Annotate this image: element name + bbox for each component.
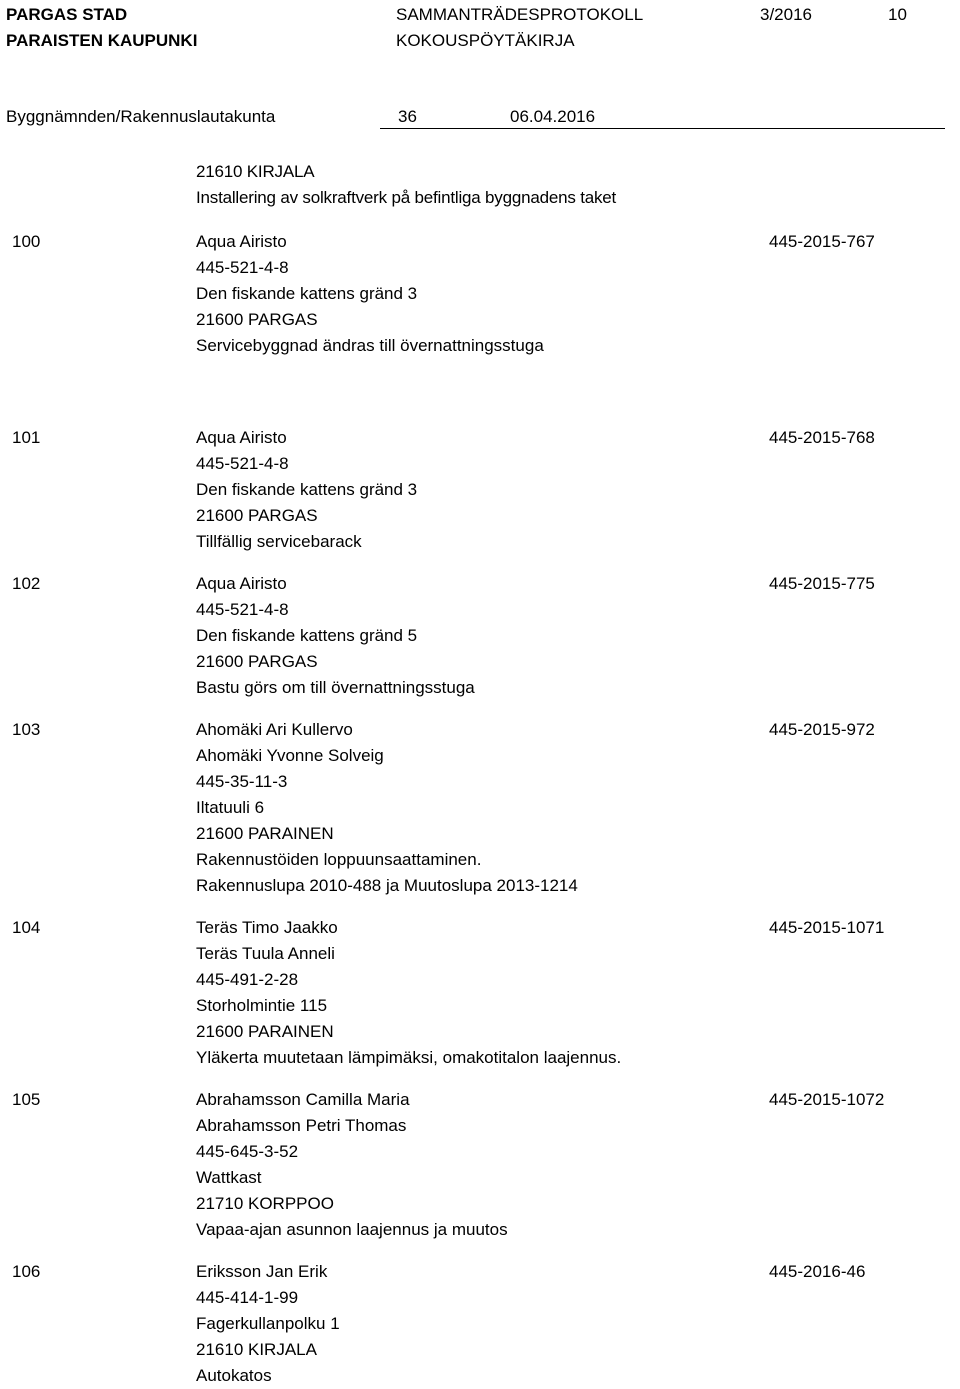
entry-line: Wattkast [196, 1168, 262, 1187]
doc-type-swedish: SAMMANTRÄDESPROTOKOLL [396, 5, 644, 24]
entry-line: Ahomäki Ari Kullervo [196, 720, 353, 739]
section-number: 36 [398, 107, 417, 126]
permit-reference: 445-2015-972 [769, 720, 875, 739]
entry-line: 445-35-11-3 [196, 772, 288, 791]
header-divider [380, 128, 945, 129]
entry-line: Vapaa-ajan asunnon laajennus ja muutos [196, 1220, 508, 1239]
entry-details [196, 717, 578, 899]
entry-line: 445-414-1-99 [196, 1288, 299, 1307]
meeting-number: 3/2016 [760, 5, 812, 24]
entry-details [196, 1259, 340, 1389]
org-name-finnish: PARAISTEN KAUPUNKI [6, 31, 198, 50]
meeting-date: 06.04.2016 [510, 107, 596, 126]
subheader [0, 104, 960, 130]
entry-line: 21600 PARGAS [196, 506, 318, 525]
entry-number: 100 [12, 232, 41, 251]
org-name-swedish: PARGAS STAD [6, 5, 128, 24]
permit-reference: 445-2015-1072 [769, 1090, 885, 1109]
entry-details [196, 1087, 508, 1243]
entry-line: 445-645-3-52 [196, 1142, 299, 1161]
entry-details [196, 915, 621, 1071]
entry-number: 102 [12, 574, 41, 593]
entry-line: Den fiskande kattens gränd 5 [196, 626, 418, 645]
entry-line: 445-521-4-8 [196, 600, 289, 619]
intro-description: Installering av solkraftverk på befintliga byggnadens taket [196, 188, 617, 207]
entry-number: 104 [12, 918, 41, 937]
entry-line: Den fiskande kattens gränd 3 [196, 284, 418, 303]
entry-line: Aqua Airisto [196, 428, 287, 447]
entry-line: 21600 PARGAS [196, 310, 318, 329]
entry-line: 21600 PARAINEN [196, 1022, 334, 1041]
entry-number: 103 [12, 720, 41, 739]
entry-details [196, 229, 544, 359]
entry-line: Teräs Tuula Anneli [196, 944, 335, 963]
entry-line: Autokatos [196, 1366, 272, 1385]
entry-line: Teräs Timo Jaakko [196, 918, 338, 937]
doc-type-finnish: KOKOUSPÖYTÄKIRJA [396, 31, 575, 50]
document-type [396, 2, 643, 54]
entry-details [196, 571, 475, 701]
permit-reference: 445-2016-46 [769, 1262, 866, 1281]
entry-line: 21600 PARAINEN [196, 824, 334, 843]
intro-block [196, 159, 616, 211]
organization-name [6, 2, 197, 54]
entry-line: Iltatuuli 6 [196, 798, 265, 817]
entry-line: Tillfällig servicebarack [196, 532, 362, 551]
page-number: 10 [888, 5, 907, 24]
entry-number: 105 [12, 1090, 41, 1109]
entry-line: 21710 KORPPOO [196, 1194, 334, 1213]
entry-line: Rakennuslupa 2010-488 ja Muutoslupa 2013-1214 [196, 876, 578, 895]
entry-line: 445-491-2-28 [196, 970, 299, 989]
entry-line: Storholmintie 115 [196, 996, 328, 1015]
entry-line: 21600 PARGAS [196, 652, 318, 671]
page-header [0, 0, 960, 60]
entry-number: 101 [12, 428, 41, 447]
entry-line: Den fiskande kattens gränd 3 [196, 480, 418, 499]
permit-reference: 445-2015-767 [769, 232, 875, 251]
intro-location: 21610 KIRJALA [196, 162, 315, 181]
entry-line: Aqua Airisto [196, 574, 287, 593]
entry-line: Eriksson Jan Erik [196, 1262, 328, 1281]
entry-line: 445-521-4-8 [196, 258, 289, 277]
entry-line: Bastu görs om till övernattningsstuga [196, 678, 475, 697]
entry-line: Yläkerta muutetaan lämpimäksi, omakotitalon laajennus. [196, 1048, 622, 1067]
entry-line: Fagerkullanpolku 1 [196, 1314, 340, 1333]
entry-details [196, 425, 417, 555]
entry-line: 21610 KIRJALA [196, 1340, 317, 1359]
entry-line: 445-521-4-8 [196, 454, 289, 473]
entry-line: Servicebyggnad ändras till övernattningsstuga [196, 336, 544, 355]
entry-number: 106 [12, 1262, 41, 1281]
permit-reference: 445-2015-775 [769, 574, 875, 593]
entry-line: Aqua Airisto [196, 232, 287, 251]
board-name: Byggnämnden/Rakennuslautakunta [6, 107, 276, 126]
entry-line: Ahomäki Yvonne Solveig [196, 746, 384, 765]
permit-reference: 445-2015-768 [769, 428, 875, 447]
entry-line: Abrahamsson Petri Thomas [196, 1116, 407, 1135]
permit-reference: 445-2015-1071 [769, 918, 885, 937]
entry-line: Rakennustöiden loppuunsaattaminen. [196, 850, 482, 869]
entry-line: Abrahamsson Camilla Maria [196, 1090, 410, 1109]
